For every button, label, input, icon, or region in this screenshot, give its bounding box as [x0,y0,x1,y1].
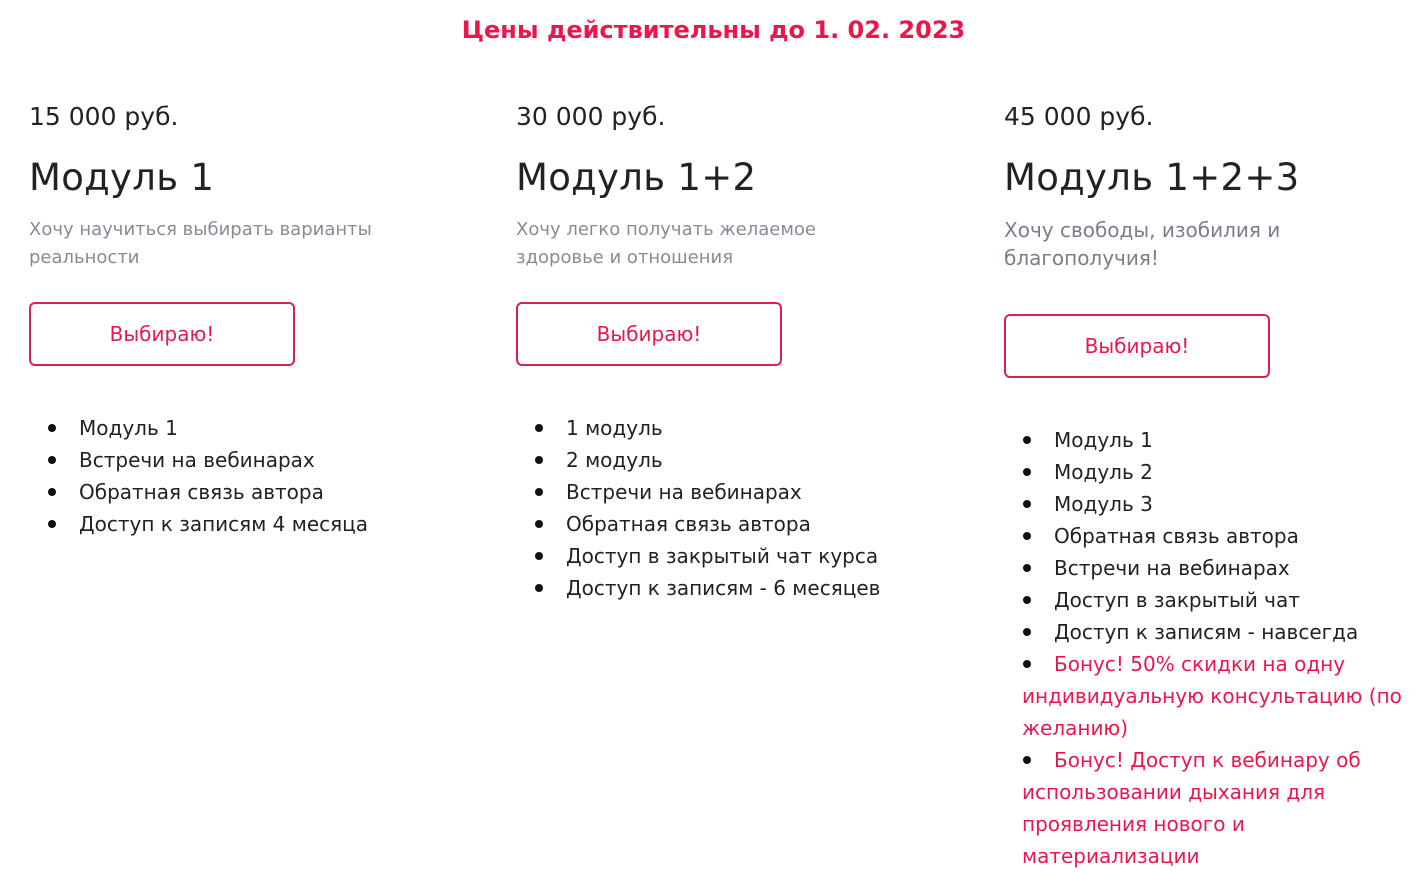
feature-item: Доступ в закрытый чат курса [516,540,936,572]
feature-item: Модуль 2 [1022,456,1424,488]
feature-item: Доступ в закрытый чат [1022,584,1424,616]
plan-features-list [516,412,936,604]
bonus-feature-item: Бонус! 50% скидки на одну индивидуальную консультацию (по желанию) [1022,648,1412,744]
plan-price: 30 000 руб. [516,102,666,131]
choose-plan-button[interactable]: Выбираю! [29,302,295,366]
plan-title: Модуль 1 [29,156,215,199]
plan-subtitle: Хочу свободы, изобилия и благополучия! [1004,218,1281,270]
feature-item: Встречи на вебинарах [29,444,449,476]
feature-item: Встречи на вебинарах [1022,552,1424,584]
plan-price: 45 000 руб. [1004,102,1154,131]
plan-subtitle: Хочу научиться выбирать варианты реальности [29,219,372,268]
feature-item: Обратная связь автора [1022,520,1424,552]
feature-item: Доступ к записям - 6 месяцев [516,572,936,604]
plan-title: Модуль 1+2 [516,156,757,199]
feature-item: 1 модуль [516,412,936,444]
plan-price: 15 000 руб. [29,102,179,131]
plan-card-module-1-2 [516,100,936,604]
plan-card-module-1 [29,100,449,540]
feature-item: Модуль 3 [1022,488,1424,520]
feature-item: Модуль 1 [1022,424,1424,456]
plan-features-list [1004,424,1424,872]
plan-card-module-1-2-3 [1004,100,1424,872]
feature-item: Встречи на вебинарах [516,476,936,508]
feature-item: 2 модуль [516,444,936,476]
plan-subtitle: Хочу легко получать желаемое здоровье и отношения [516,219,816,268]
feature-item: Обратная связь автора [29,476,449,508]
plan-features-list [29,412,449,540]
choose-plan-button[interactable]: Выбираю! [1004,314,1270,378]
plan-title: Модуль 1+2+3 [1004,156,1300,199]
price-validity-notice: Цены действительны до 1. 02. 2023 [461,16,966,44]
choose-plan-button[interactable]: Выбираю! [516,302,782,366]
feature-item: Обратная связь автора [516,508,936,540]
feature-item: Доступ к записям - навсегда [1022,616,1424,648]
feature-item: Доступ к записям 4 месяца [29,508,449,540]
feature-item: Модуль 1 [29,412,449,444]
bonus-feature-item: Бонус! Доступ к вебинару об использовании дыхания для проявления нового и материализации [1022,744,1412,872]
